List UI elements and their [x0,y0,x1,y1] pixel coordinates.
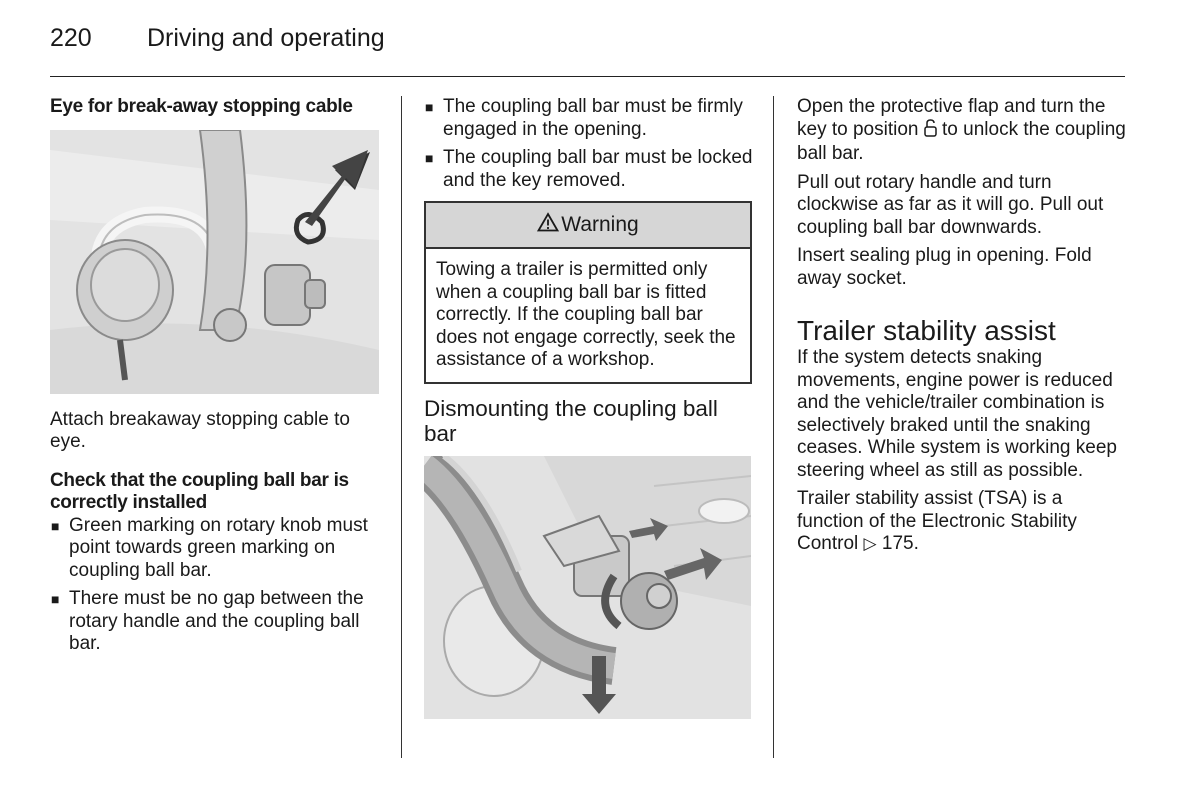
list-item: ■ The coupling ball bar must be locked and the key removed. [424,147,754,192]
column-divider-right [773,96,774,758]
tsa-note-page-ref[interactable]: 175. [881,533,919,554]
warning-box [424,201,752,384]
warning-text: Towing a trailer is permitted only when a coupling ball bar is fitted correctly. If the coupling ball bar does not engage correctly, seek the assistance of a workshop. [436,259,736,370]
unlock-instruction [797,96,1131,166]
eye-heading: Eye for break-away stopping cable [50,96,353,117]
dismount-illustration [424,456,751,719]
dismount-heading: Dismounting the coupling ball bar [424,395,718,446]
breakaway-instruction: Attach breakaway stopping cable to eye. [50,408,350,452]
warning-header [426,203,750,249]
column-divider-left [401,96,402,758]
check-heading: Check that the coupling ball bar is correctly installed [50,469,349,513]
tsa-function-note [797,488,1131,556]
column-left [50,96,383,656]
eye-illustration [50,130,379,394]
page-number: 220 [50,24,92,52]
column-right [797,96,1131,556]
cross-reference-arrow-icon: ▷ [863,534,877,553]
page-title: Driving and operating [147,24,385,52]
list-item: ■ The coupling ball bar must be firmly engaged in the opening. [424,96,754,141]
unlock-text-end: to unlock the coupling ball bar. [797,118,1126,164]
header-divider [50,76,1125,77]
unlock-key-icon [924,119,937,144]
column-middle [424,96,754,719]
install-list [424,96,754,192]
list-item: ■ There must be no gap between the rotary handle and the coupling ball bar. [50,588,383,656]
tsa-description: If the system detects snaking movements, engine power is reduced and the vehicle/trailer combination is selectively braked until the snaking ceases. While system is working keep steering wheel as still as possible. [797,347,1117,481]
warning-title: Warning [561,212,639,236]
unlock-text-start: Open the protective flap and turn the key to position [797,96,1106,140]
rotary-handle-instruction: Pull out rotary handle and turn clockwise as far as it will go. Pull out coupling ball bar downwards. [797,171,1104,238]
tsa-note-text: Trailer stability assist (TSA) is a function of the Electronic Stability Control [797,488,1077,554]
warning-triangle-icon [537,212,559,238]
list-item: ■ Green marking on rotary knob must point towards green marking on coupling ball bar. [50,515,383,583]
sealing-plug-instruction: Insert sealing plug in opening. Fold away socket. [797,245,1092,289]
check-list [50,515,383,656]
tsa-heading: Trailer stability assist [797,315,1056,346]
